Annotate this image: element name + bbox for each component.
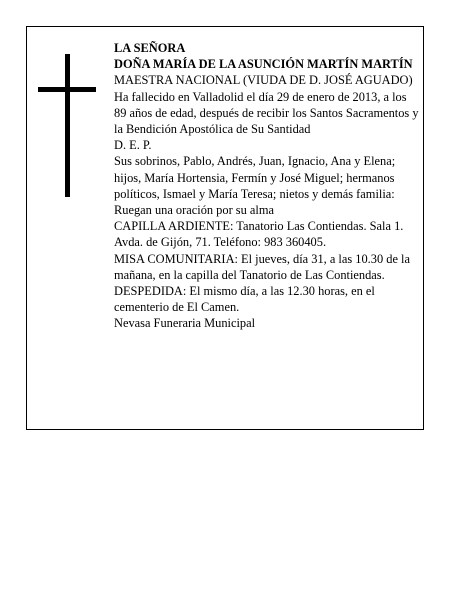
chapel-info: CAPILLA ARDIENTE: Tanatorio Las Contiendas. Sala 1. Avda. de Gijón, 71. Teléfono: 983 360405. — [114, 219, 404, 250]
obituary-text — [114, 40, 420, 332]
funeral-home: Nevasa Funeraria Municipal — [114, 316, 256, 331]
prayer-request: Ruegan una oración por su alma — [114, 203, 274, 218]
family-list: Sus sobrinos, Pablo, Andrés, Juan, Ignacio, Ana y Elena; hijos, María Hortensia, Fermín y José Miguel; hermanos políticos, Ismael y María Teresa; nietos y demás familia: — [114, 154, 396, 201]
farewell-info: DESPEDIDA: El mismo día, a las 12.30 horas, en el cementerio de El Camen. — [114, 284, 375, 315]
death-statement: Ha fallecido en Valladolid el día 29 de enero de 2013, a los 89 años de edad, después de recibir los Santos Sacramentos y la Bendición Apostólica de Su Santidad — [114, 89, 419, 137]
mass-info: MISA COMUNITARIA: El jueves, día 31, a las 10.30 de la mañana, en la capilla del Tanatorio de Las Contiendas. — [114, 251, 411, 282]
rip-line: D. E. P. — [114, 138, 152, 153]
profession: MAESTRA NACIONAL (VIUDA DE D. JOSÉ AGUADO) — [114, 73, 413, 88]
cross-icon-bar — [38, 87, 96, 92]
deceased-name: DOÑA MARÍA DE LA ASUNCIÓN MARTÍN MARTÍN — [114, 57, 413, 72]
cross-icon — [65, 54, 70, 197]
title-line: LA SEÑORA — [114, 41, 186, 55]
obituary-notice — [26, 26, 424, 430]
